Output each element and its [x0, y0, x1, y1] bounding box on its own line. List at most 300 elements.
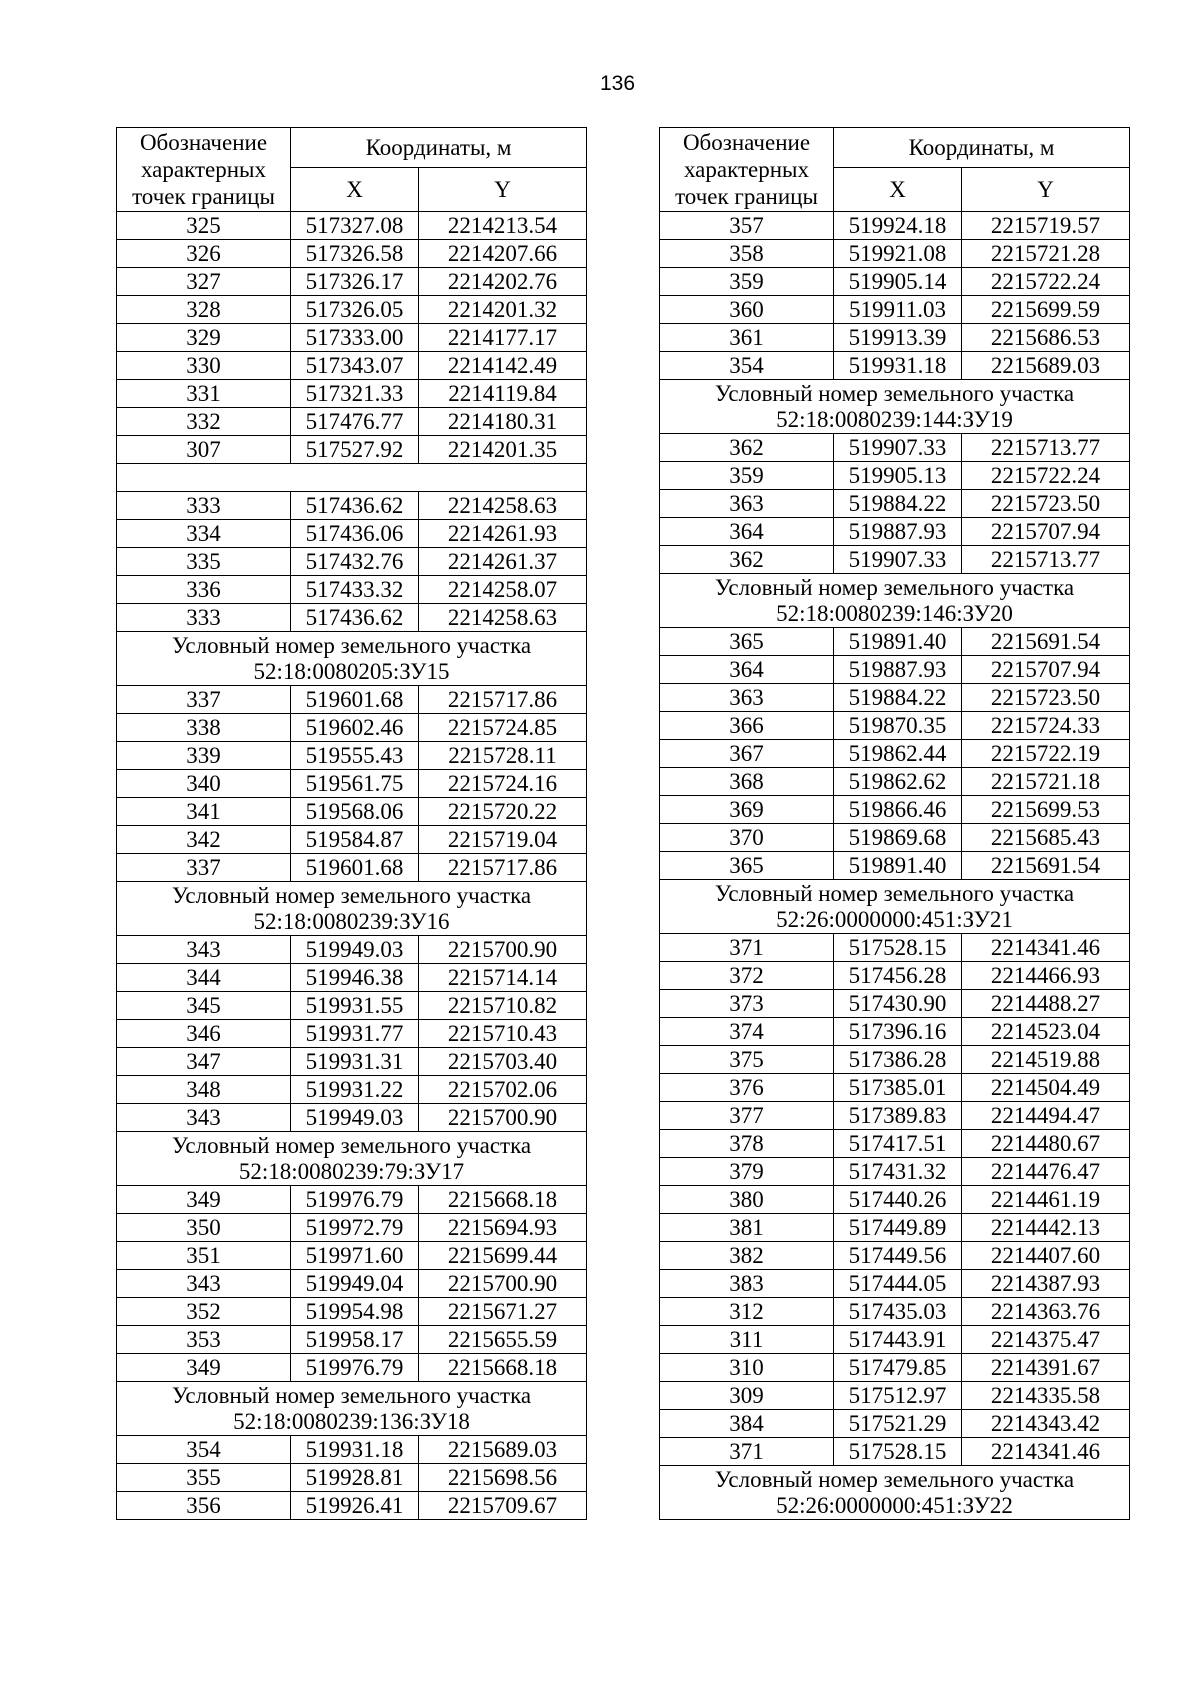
point-number-cell: 354 [660, 352, 834, 380]
x-coordinate-cell: 519931.55 [291, 992, 419, 1020]
table-row [117, 1354, 587, 1382]
x-coordinate-cell: 519561.75 [291, 770, 419, 798]
section-heading-row [117, 882, 587, 936]
table-row [660, 796, 1130, 824]
x-coordinate-cell: 519555.43 [291, 742, 419, 770]
x-coordinate-cell: 519602.46 [291, 714, 419, 742]
table-row [660, 1214, 1130, 1242]
table-row [660, 1438, 1130, 1466]
x-coordinate-cell: 517444.05 [834, 1270, 962, 1298]
table-row [117, 268, 587, 296]
y-coordinate-cell: 2214261.37 [419, 548, 587, 576]
point-number-cell: 367 [660, 740, 834, 768]
section-heading-row [660, 880, 1130, 934]
y-coordinate-cell: 2214488.27 [962, 990, 1130, 1018]
table-row [117, 520, 587, 548]
table-row [117, 798, 587, 826]
x-coordinate-cell: 519869.68 [834, 824, 962, 852]
x-coordinate-cell: 519862.62 [834, 768, 962, 796]
x-coordinate-cell: 517433.32 [291, 576, 419, 604]
table-row [117, 686, 587, 714]
x-coordinate-cell: 519931.22 [291, 1076, 419, 1104]
table-row [660, 1354, 1130, 1382]
point-number-cell: 373 [660, 990, 834, 1018]
x-coordinate-cell: 517385.01 [834, 1074, 962, 1102]
y-coordinate-cell: 2214177.17 [419, 324, 587, 352]
point-number-cell: 384 [660, 1410, 834, 1438]
point-number-cell: 359 [660, 268, 834, 296]
x-coordinate-cell: 517417.51 [834, 1130, 962, 1158]
y-coordinate-cell: 2215685.43 [962, 824, 1130, 852]
point-number-cell: 349 [117, 1354, 291, 1382]
y-coordinate-cell: 2214523.04 [962, 1018, 1130, 1046]
table-row [660, 740, 1130, 768]
x-coordinate-cell: 519913.39 [834, 324, 962, 352]
point-number-cell: 333 [117, 492, 291, 520]
x-coordinate-cell: 519884.22 [834, 684, 962, 712]
point-number-cell: 351 [117, 1242, 291, 1270]
table-row [117, 380, 587, 408]
point-number-cell: 370 [660, 824, 834, 852]
y-coordinate-cell: 2215722.19 [962, 740, 1130, 768]
table-row [660, 240, 1130, 268]
x-coordinate-cell: 519891.40 [834, 852, 962, 880]
table-row [660, 212, 1130, 240]
y-coordinate-cell: 2215723.50 [962, 490, 1130, 518]
point-number-cell: 361 [660, 324, 834, 352]
x-coordinate-cell: 519601.68 [291, 854, 419, 882]
table-row [660, 546, 1130, 574]
x-coordinate-cell: 517435.03 [834, 1298, 962, 1326]
point-number-cell: 362 [660, 434, 834, 462]
table-row [117, 1048, 587, 1076]
point-number-cell: 349 [117, 1186, 291, 1214]
y-coordinate-cell: 2214335.58 [962, 1382, 1130, 1410]
y-coordinate-cell: 2215723.50 [962, 684, 1130, 712]
y-coordinate-cell: 2215717.86 [419, 854, 587, 882]
point-number-cell: 338 [117, 714, 291, 742]
y-coordinate-cell: 2214201.35 [419, 436, 587, 464]
x-coordinate-cell: 519976.79 [291, 1186, 419, 1214]
point-number-cell: 311 [660, 1326, 834, 1354]
x-coordinate-cell: 517512.97 [834, 1382, 962, 1410]
table-row [660, 296, 1130, 324]
table-row [660, 852, 1130, 880]
x-coordinate-cell: 517527.92 [291, 436, 419, 464]
x-coordinate-cell: 519905.13 [834, 462, 962, 490]
point-number-cell: 331 [117, 380, 291, 408]
point-column-header: Обозначение характерных точек границы [117, 128, 291, 212]
table-row [117, 576, 587, 604]
x-coordinate-cell: 519954.98 [291, 1298, 419, 1326]
point-number-cell: 365 [660, 852, 834, 880]
section-heading-row [117, 1132, 587, 1186]
point-number-cell: 333 [117, 604, 291, 632]
x-coordinate-cell: 517386.28 [834, 1046, 962, 1074]
table-row [117, 548, 587, 576]
table-row [117, 240, 587, 268]
x-coordinate-cell: 519946.38 [291, 964, 419, 992]
table-row [660, 1410, 1130, 1438]
x-column-header: X [834, 168, 962, 212]
x-coordinate-cell: 517436.06 [291, 520, 419, 548]
section-heading: Условный номер земельного участка 52:18:0080239:136:ЗУ18 [117, 1382, 587, 1436]
point-number-cell: 307 [117, 436, 291, 464]
y-column-header: Y [419, 168, 587, 212]
y-coordinate-cell: 2215707.94 [962, 518, 1130, 546]
point-number-cell: 381 [660, 1214, 834, 1242]
x-coordinate-cell: 519926.41 [291, 1492, 419, 1520]
table-row [117, 1436, 587, 1464]
table-row [117, 1298, 587, 1326]
y-coordinate-cell: 2214343.42 [962, 1410, 1130, 1438]
point-number-cell: 346 [117, 1020, 291, 1048]
section-heading: Условный номер земельного участка 52:18:0080239:79:ЗУ17 [117, 1132, 587, 1186]
section-heading: Условный номер земельного участка 52:18:0080239:144:ЗУ19 [660, 380, 1130, 434]
y-coordinate-cell: 2215702.06 [419, 1076, 587, 1104]
table-row [660, 518, 1130, 546]
y-coordinate-cell: 2214494.47 [962, 1102, 1130, 1130]
table-row [660, 712, 1130, 740]
y-coordinate-cell: 2214258.63 [419, 492, 587, 520]
x-coordinate-cell: 517431.32 [834, 1158, 962, 1186]
x-coordinate-cell: 519931.77 [291, 1020, 419, 1048]
section-heading-row [660, 574, 1130, 628]
y-coordinate-cell: 2215719.04 [419, 826, 587, 854]
y-coordinate-cell: 2215722.24 [962, 462, 1130, 490]
table-row [660, 1158, 1130, 1186]
x-coordinate-cell: 519884.22 [834, 490, 962, 518]
blank-row [117, 464, 587, 492]
point-number-cell: 379 [660, 1158, 834, 1186]
section-heading: Условный номер земельного участка 52:18:0080239:ЗУ16 [117, 882, 587, 936]
point-number-cell: 312 [660, 1298, 834, 1326]
y-coordinate-cell: 2214407.60 [962, 1242, 1130, 1270]
point-number-cell: 341 [117, 798, 291, 826]
table-row [660, 684, 1130, 712]
y-coordinate-cell: 2214363.76 [962, 1298, 1130, 1326]
point-number-cell: 310 [660, 1354, 834, 1382]
y-coordinate-cell: 2215689.03 [419, 1436, 587, 1464]
y-coordinate-cell: 2215724.16 [419, 770, 587, 798]
table-row [117, 296, 587, 324]
y-coordinate-cell: 2215720.22 [419, 798, 587, 826]
y-coordinate-cell: 2214180.31 [419, 408, 587, 436]
point-column-header: Обозначение характерных точек границы [660, 128, 834, 212]
point-number-cell: 366 [660, 712, 834, 740]
x-coordinate-cell: 517430.90 [834, 990, 962, 1018]
point-number-cell: 357 [660, 212, 834, 240]
table-row [117, 964, 587, 992]
point-number-cell: 378 [660, 1130, 834, 1158]
table-row [660, 490, 1130, 518]
point-number-cell: 326 [117, 240, 291, 268]
table-row [660, 1018, 1130, 1046]
point-number-cell: 334 [117, 520, 291, 548]
table-row [660, 434, 1130, 462]
x-coordinate-cell: 519924.18 [834, 212, 962, 240]
point-number-cell: 359 [660, 462, 834, 490]
point-number-cell: 345 [117, 992, 291, 1020]
y-coordinate-cell: 2215689.03 [962, 352, 1130, 380]
point-number-cell: 376 [660, 1074, 834, 1102]
x-coordinate-cell: 517321.33 [291, 380, 419, 408]
coordinates-table-right [659, 127, 1130, 1520]
point-number-cell: 365 [660, 628, 834, 656]
point-number-cell: 369 [660, 796, 834, 824]
x-coordinate-cell: 517327.08 [291, 212, 419, 240]
table-row [660, 628, 1130, 656]
y-coordinate-cell: 2214202.76 [419, 268, 587, 296]
table-row [660, 324, 1130, 352]
table-row [117, 714, 587, 742]
x-coordinate-cell: 517476.77 [291, 408, 419, 436]
y-coordinate-cell: 2215724.33 [962, 712, 1130, 740]
y-coordinate-cell: 2215700.90 [419, 1270, 587, 1298]
point-number-cell: 371 [660, 1438, 834, 1466]
table-row [117, 1076, 587, 1104]
table-row [660, 1382, 1130, 1410]
point-number-cell: 364 [660, 518, 834, 546]
y-coordinate-cell: 2214461.19 [962, 1186, 1130, 1214]
y-coordinate-cell: 2215655.59 [419, 1326, 587, 1354]
x-coordinate-cell: 519972.79 [291, 1214, 419, 1242]
y-coordinate-cell: 2214391.67 [962, 1354, 1130, 1382]
table-row [660, 1186, 1130, 1214]
x-coordinate-cell: 519949.03 [291, 1104, 419, 1132]
table-row [117, 1464, 587, 1492]
coordinates-header: Координаты, м [834, 128, 1130, 168]
point-number-cell: 343 [117, 1104, 291, 1132]
y-coordinate-cell: 2215721.28 [962, 240, 1130, 268]
point-number-cell: 347 [117, 1048, 291, 1076]
point-number-cell: 332 [117, 408, 291, 436]
x-coordinate-cell: 519870.35 [834, 712, 962, 740]
x-coordinate-cell: 519891.40 [834, 628, 962, 656]
x-coordinate-cell: 519568.06 [291, 798, 419, 826]
x-coordinate-cell: 517326.58 [291, 240, 419, 268]
y-coordinate-cell: 2214504.49 [962, 1074, 1130, 1102]
x-coordinate-cell: 519907.33 [834, 434, 962, 462]
x-coordinate-cell: 517456.28 [834, 962, 962, 990]
point-number-cell: 343 [117, 936, 291, 964]
y-coordinate-cell: 2214387.93 [962, 1270, 1130, 1298]
point-number-cell: 337 [117, 686, 291, 714]
y-coordinate-cell: 2215703.40 [419, 1048, 587, 1076]
point-number-cell: 353 [117, 1326, 291, 1354]
point-number-cell: 360 [660, 296, 834, 324]
table-row [117, 936, 587, 964]
x-coordinate-cell: 519976.79 [291, 1354, 419, 1382]
y-coordinate-cell: 2215698.56 [419, 1464, 587, 1492]
point-number-cell: 336 [117, 576, 291, 604]
point-number-cell: 335 [117, 548, 291, 576]
point-number-cell: 356 [117, 1492, 291, 1520]
table-row [117, 1186, 587, 1214]
table-row [117, 1326, 587, 1354]
table-row [660, 962, 1130, 990]
y-coordinate-cell: 2215694.93 [419, 1214, 587, 1242]
table-row [117, 492, 587, 520]
section-heading: Условный номер земельного участка 52:18:0080205:ЗУ15 [117, 632, 587, 686]
x-coordinate-cell: 519911.03 [834, 296, 962, 324]
table-row [660, 934, 1130, 962]
table-row [117, 1020, 587, 1048]
y-coordinate-cell: 2214261.93 [419, 520, 587, 548]
x-coordinate-cell: 517432.76 [291, 548, 419, 576]
point-number-cell: 377 [660, 1102, 834, 1130]
x-coordinate-cell: 517326.05 [291, 296, 419, 324]
y-coordinate-cell: 2214442.13 [962, 1214, 1130, 1242]
y-coordinate-cell: 2215700.90 [419, 936, 587, 964]
point-number-cell: 309 [660, 1382, 834, 1410]
x-coordinate-cell: 519931.18 [834, 352, 962, 380]
table-row [660, 1074, 1130, 1102]
point-number-cell: 337 [117, 854, 291, 882]
y-coordinate-cell: 2214519.88 [962, 1046, 1130, 1074]
y-coordinate-cell: 2214119.84 [419, 380, 587, 408]
point-number-cell: 374 [660, 1018, 834, 1046]
x-coordinate-cell: 519601.68 [291, 686, 419, 714]
y-coordinate-cell: 2214258.07 [419, 576, 587, 604]
y-coordinate-cell: 2215713.77 [962, 546, 1130, 574]
table-row [660, 1242, 1130, 1270]
x-coordinate-cell: 517396.16 [834, 1018, 962, 1046]
x-coordinate-cell: 519862.44 [834, 740, 962, 768]
y-coordinate-cell: 2215714.14 [419, 964, 587, 992]
coordinates-header: Координаты, м [291, 128, 587, 168]
y-coordinate-cell: 2214213.54 [419, 212, 587, 240]
x-coordinate-cell: 519931.31 [291, 1048, 419, 1076]
table-row [117, 742, 587, 770]
table-row [117, 324, 587, 352]
y-coordinate-cell: 2215699.59 [962, 296, 1130, 324]
section-heading-row [660, 1466, 1130, 1520]
point-number-cell: 364 [660, 656, 834, 684]
x-coordinate-cell: 517521.29 [834, 1410, 962, 1438]
y-coordinate-cell: 2215707.94 [962, 656, 1130, 684]
table-row [660, 1270, 1130, 1298]
y-coordinate-cell: 2215686.53 [962, 324, 1130, 352]
point-number-cell: 358 [660, 240, 834, 268]
table-row [117, 854, 587, 882]
y-coordinate-cell: 2215722.24 [962, 268, 1130, 296]
y-coordinate-cell: 2215668.18 [419, 1186, 587, 1214]
section-heading: Условный номер земельного участка 52:26:0000000:451:ЗУ22 [660, 1466, 1130, 1520]
table-row [117, 604, 587, 632]
y-coordinate-cell: 2215728.11 [419, 742, 587, 770]
y-coordinate-cell: 2215724.85 [419, 714, 587, 742]
point-number-cell: 383 [660, 1270, 834, 1298]
y-coordinate-cell: 2215691.54 [962, 852, 1130, 880]
point-number-cell: 363 [660, 684, 834, 712]
point-number-cell: 327 [117, 268, 291, 296]
table-row [117, 352, 587, 380]
section-heading-row [117, 632, 587, 686]
x-coordinate-cell: 517528.15 [834, 1438, 962, 1466]
point-number-cell: 339 [117, 742, 291, 770]
x-coordinate-cell: 519949.04 [291, 1270, 419, 1298]
x-coordinate-cell: 517449.56 [834, 1242, 962, 1270]
x-coordinate-cell: 517449.89 [834, 1214, 962, 1242]
y-coordinate-cell: 2215710.43 [419, 1020, 587, 1048]
point-number-cell: 363 [660, 490, 834, 518]
point-number-cell: 382 [660, 1242, 834, 1270]
y-coordinate-cell: 2214341.46 [962, 934, 1130, 962]
section-heading-row [660, 380, 1130, 434]
x-coordinate-cell: 517343.07 [291, 352, 419, 380]
point-number-cell: 368 [660, 768, 834, 796]
section-heading: Условный номер земельного участка 52:18:0080239:146:ЗУ20 [660, 574, 1130, 628]
x-coordinate-cell: 519887.93 [834, 656, 962, 684]
point-number-cell: 362 [660, 546, 834, 574]
table-row [660, 1102, 1130, 1130]
y-coordinate-cell: 2214207.66 [419, 240, 587, 268]
table-row [117, 1270, 587, 1298]
table-row [117, 1214, 587, 1242]
point-number-cell: 343 [117, 1270, 291, 1298]
y-coordinate-cell: 2215713.77 [962, 434, 1130, 462]
y-coordinate-cell: 2214476.47 [962, 1158, 1130, 1186]
y-coordinate-cell: 2214466.93 [962, 962, 1130, 990]
point-number-cell: 375 [660, 1046, 834, 1074]
y-coordinate-cell: 2214142.49 [419, 352, 587, 380]
x-coordinate-cell: 517436.62 [291, 604, 419, 632]
table-row [117, 770, 587, 798]
table-row [117, 1242, 587, 1270]
y-coordinate-cell: 2215668.18 [419, 1354, 587, 1382]
table-row [117, 826, 587, 854]
point-number-cell: 371 [660, 934, 834, 962]
y-column-header: Y [962, 168, 1130, 212]
y-coordinate-cell: 2214341.46 [962, 1438, 1130, 1466]
x-coordinate-cell: 517326.17 [291, 268, 419, 296]
point-number-cell: 380 [660, 1186, 834, 1214]
x-coordinate-cell: 519971.60 [291, 1242, 419, 1270]
point-number-cell: 330 [117, 352, 291, 380]
y-coordinate-cell: 2215719.57 [962, 212, 1130, 240]
section-heading-row [117, 1382, 587, 1436]
x-coordinate-cell: 517443.91 [834, 1326, 962, 1354]
x-coordinate-cell: 517436.62 [291, 492, 419, 520]
y-coordinate-cell: 2215691.54 [962, 628, 1130, 656]
y-coordinate-cell: 2215700.90 [419, 1104, 587, 1132]
y-coordinate-cell: 2214375.47 [962, 1326, 1130, 1354]
x-coordinate-cell: 519907.33 [834, 546, 962, 574]
x-coordinate-cell: 519928.81 [291, 1464, 419, 1492]
table-row [117, 436, 587, 464]
x-coordinate-cell: 517440.26 [834, 1186, 962, 1214]
table-row [117, 1492, 587, 1520]
table-row [660, 462, 1130, 490]
x-column-header: X [291, 168, 419, 212]
point-number-cell: 329 [117, 324, 291, 352]
y-coordinate-cell: 2215721.18 [962, 768, 1130, 796]
table-row [117, 212, 587, 240]
table-row [660, 1046, 1130, 1074]
point-number-cell: 355 [117, 1464, 291, 1492]
point-number-cell: 350 [117, 1214, 291, 1242]
table-row [660, 768, 1130, 796]
x-coordinate-cell: 519958.17 [291, 1326, 419, 1354]
x-coordinate-cell: 519931.18 [291, 1436, 419, 1464]
point-number-cell: 325 [117, 212, 291, 240]
point-number-cell: 352 [117, 1298, 291, 1326]
x-coordinate-cell: 517389.83 [834, 1102, 962, 1130]
point-number-cell: 344 [117, 964, 291, 992]
x-coordinate-cell: 517479.85 [834, 1354, 962, 1382]
point-number-cell: 340 [117, 770, 291, 798]
